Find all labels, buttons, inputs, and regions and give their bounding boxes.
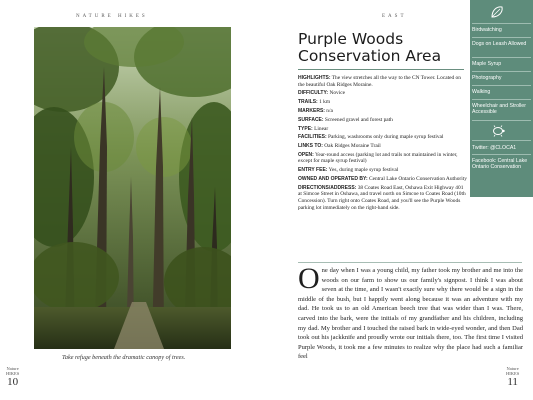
fact-trails: [298, 99, 468, 106]
fact-label: MARKERS:: [298, 107, 325, 114]
fact-value: Linear: [312, 125, 329, 132]
fact-label: LINKS TO:: [298, 143, 323, 150]
fact-label: FACILITIES:: [298, 134, 327, 141]
page-title: [298, 31, 441, 65]
fact-label: DIRECTIONS/ADDRESS:: [298, 184, 357, 191]
sidebar-divider: [472, 85, 531, 86]
page-folio-right: [506, 366, 519, 388]
fact-value: n/a: [324, 107, 333, 114]
forest-canopy-image: [34, 27, 231, 349]
activity-walking: Walking: [472, 89, 491, 95]
folio-label-top: Nature: [506, 366, 519, 371]
fact-value: Yes, during maple syrup festival: [327, 167, 399, 174]
activity-sidebar: [470, 0, 533, 197]
page-number-right: 11: [507, 376, 518, 388]
fact-value: Screened gravel and forest path: [323, 116, 393, 123]
fact-value: Novice: [328, 90, 346, 97]
activity-birdwatching: Birdwatching: [472, 27, 502, 33]
fact-owned-by: [298, 176, 468, 183]
sidebar-divider: [472, 140, 531, 141]
twitter-handle: Twitter: @CLOCA1: [472, 145, 517, 151]
fact-value: 38 Coates Road East, Oshawa Exit Highway 401 at Simcoe Street in Oshawa, and travel north on Simcoe to Coates Road (10th Concession). Turn right onto Coates Road, and you'll see the Purple Woods parking lot immediately on the right-hand side.: [298, 184, 466, 211]
sidebar-divider: [472, 154, 531, 155]
fact-entry-fee: [298, 167, 468, 174]
activity-dogs-on-leash: Dogs on Leash Allowed: [472, 41, 527, 47]
fact-label: OPEN:: [298, 151, 314, 158]
running-head-right: EAST: [382, 14, 407, 19]
section-divider: [298, 262, 522, 263]
fact-label: TRAILS:: [298, 99, 318, 106]
folio-label-bottom: HIKES: [506, 371, 520, 376]
fact-facilities: [298, 134, 468, 141]
activity-wheelchair-stroller: Wheelchair and Stroller Accessible: [472, 103, 526, 116]
fact-label: SURFACE:: [298, 116, 324, 123]
sidebar-divider: [472, 120, 531, 121]
running-head-left: NATURE HIKES: [76, 14, 148, 19]
fact-links-to: [298, 143, 468, 150]
activity-maple-syrup: Maple Syrup: [472, 61, 502, 67]
fact-type: [298, 126, 468, 133]
sidebar-divider: [472, 57, 531, 58]
fact-value: The view stretches all the way to the CN Tower. Located on the beautiful Oak Ridges Moraine.: [298, 75, 461, 88]
fact-label: HIGHLIGHTS:: [298, 75, 331, 81]
fact-markers: [298, 108, 468, 115]
sidebar-divider: [472, 71, 531, 72]
fact-open: [298, 152, 468, 165]
sidebar-divider: [472, 37, 531, 38]
page-number-left: 10: [7, 376, 19, 388]
fact-value: Year-round access (parking lot and trails not maintained in winter, except for maple syrup festival): [298, 151, 458, 165]
sidebar-divider: [472, 23, 531, 24]
fact-label: OWNED AND OPERATED BY:: [298, 176, 368, 182]
fact-label: DIFFICULTY:: [298, 90, 329, 97]
story-body: ne day when I was a young child, my father took my brother and me into the woods on our farm to show us our family's signpost. I think I was about seven at the time, and I wasn't exactly sure why there would be a sign in the middle of the bush, but I happily went along because it was an adventure with my dad. He took us to an old American beech tree that was wider than I was. There, carved into the bark, were the initials of my grandfather and his children, including my dad. My brother and I touched the raised bark in wide-eyed wonder, and then Dad took out his jackknife and proudly wrote our initials there, too. The first time I visited Purple Woods, it took me a few minutes to realize why the place had such a familiar feel: [298, 267, 523, 361]
folio-label-top: Nature: [6, 366, 19, 371]
activity-photography: Photography: [472, 75, 502, 81]
forest-photo: [34, 27, 231, 349]
leaf-icon: [490, 5, 504, 24]
fact-label: ENTRY FEE:: [298, 167, 328, 174]
fact-label: TYPE:: [298, 125, 313, 132]
fact-value: 1 km: [317, 99, 331, 106]
folio-label-bottom: HIKES: [6, 371, 20, 376]
trail-facts: [298, 75, 468, 213]
drop-cap: O: [298, 262, 320, 295]
sidebar-divider: [472, 99, 531, 100]
title-line-1: Purple Woods: [298, 30, 404, 48]
fact-highlights: [298, 75, 468, 88]
photo-caption: Take refuge beneath the dramatic canopy of trees.: [62, 354, 186, 361]
title-divider: [298, 69, 464, 70]
page-folio-left: [6, 366, 19, 388]
fact-value: Central Lake Ontario Conservation Authority: [367, 176, 467, 182]
fact-value: Oak Ridges Moraine Trail: [322, 143, 381, 150]
story-text: [298, 262, 523, 362]
fact-directions: [298, 185, 468, 211]
facebook-page: Facebook: Central Lake Ontario Conservation: [472, 158, 528, 171]
fact-surface: [298, 117, 468, 124]
fact-value: Parking, washrooms only during maple syrup festival: [326, 134, 444, 141]
title-line-2: Conservation Area: [298, 47, 442, 65]
fact-difficulty: [298, 90, 468, 97]
